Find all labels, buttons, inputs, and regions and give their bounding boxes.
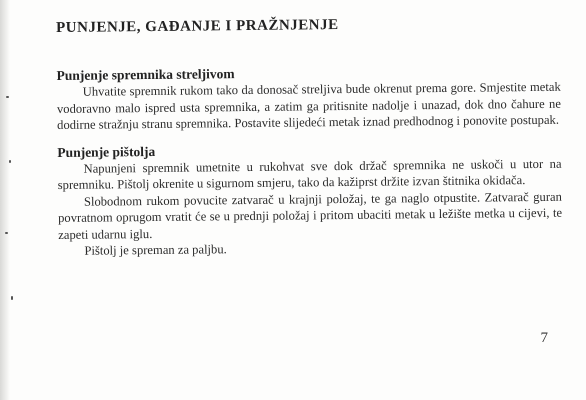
- paragraph: Slobodnom rukom povucite zatvarač u krajnji položaj, te ga naglo otpustite. Zatvarač guran povratnom oprugom vratit će se u prednji položaj i pritom ubaciti metak u ležište metka u cijevi, te zapeti udarnu iglu.: [58, 189, 563, 242]
- paragraph: Napunjeni spremnik umetnite u rukohvat sve dok držač spremnika ne uskoči u utor na spremniku. Pištolj okrenite u sigurnom smjeru, tako da kažiprst držite izvan štitnika okidača.: [57, 156, 562, 192]
- scan-shadow-edge: [0, 0, 10, 400]
- binding-hole-mark: [5, 232, 8, 234]
- section-loading-pistol: [57, 138, 562, 259]
- section-loading-magazine: [56, 62, 561, 134]
- binding-hole-mark: [11, 296, 13, 300]
- page-content: [56, 15, 563, 270]
- binding-hole-mark: [6, 96, 9, 98]
- section-heading: Punjenje pištolja: [57, 143, 156, 160]
- paragraph: Pištolj je spreman za paljbu.: [84, 242, 227, 258]
- section-heading: Punjenje spremnika streljivom: [56, 66, 235, 83]
- page-title: PUNJENJE, GAĐANJE I PRAŽNJENJE: [56, 17, 339, 36]
- paragraph: Uhvatite spremnik rukom tako da donosač streljiva bude okrenut prema gore. Smjestite metak vodoravno malo ispred usta spremnika, a zatim ga pritisnite nadolje i unazad, dok dno čahure ne dodirne stražnju stranu spremnika. Postavite slijedeći metak iznad predhodnog i ponovite postupak.: [56, 79, 561, 132]
- page-number: 7: [540, 330, 548, 346]
- binding-hole-mark: [9, 160, 11, 163]
